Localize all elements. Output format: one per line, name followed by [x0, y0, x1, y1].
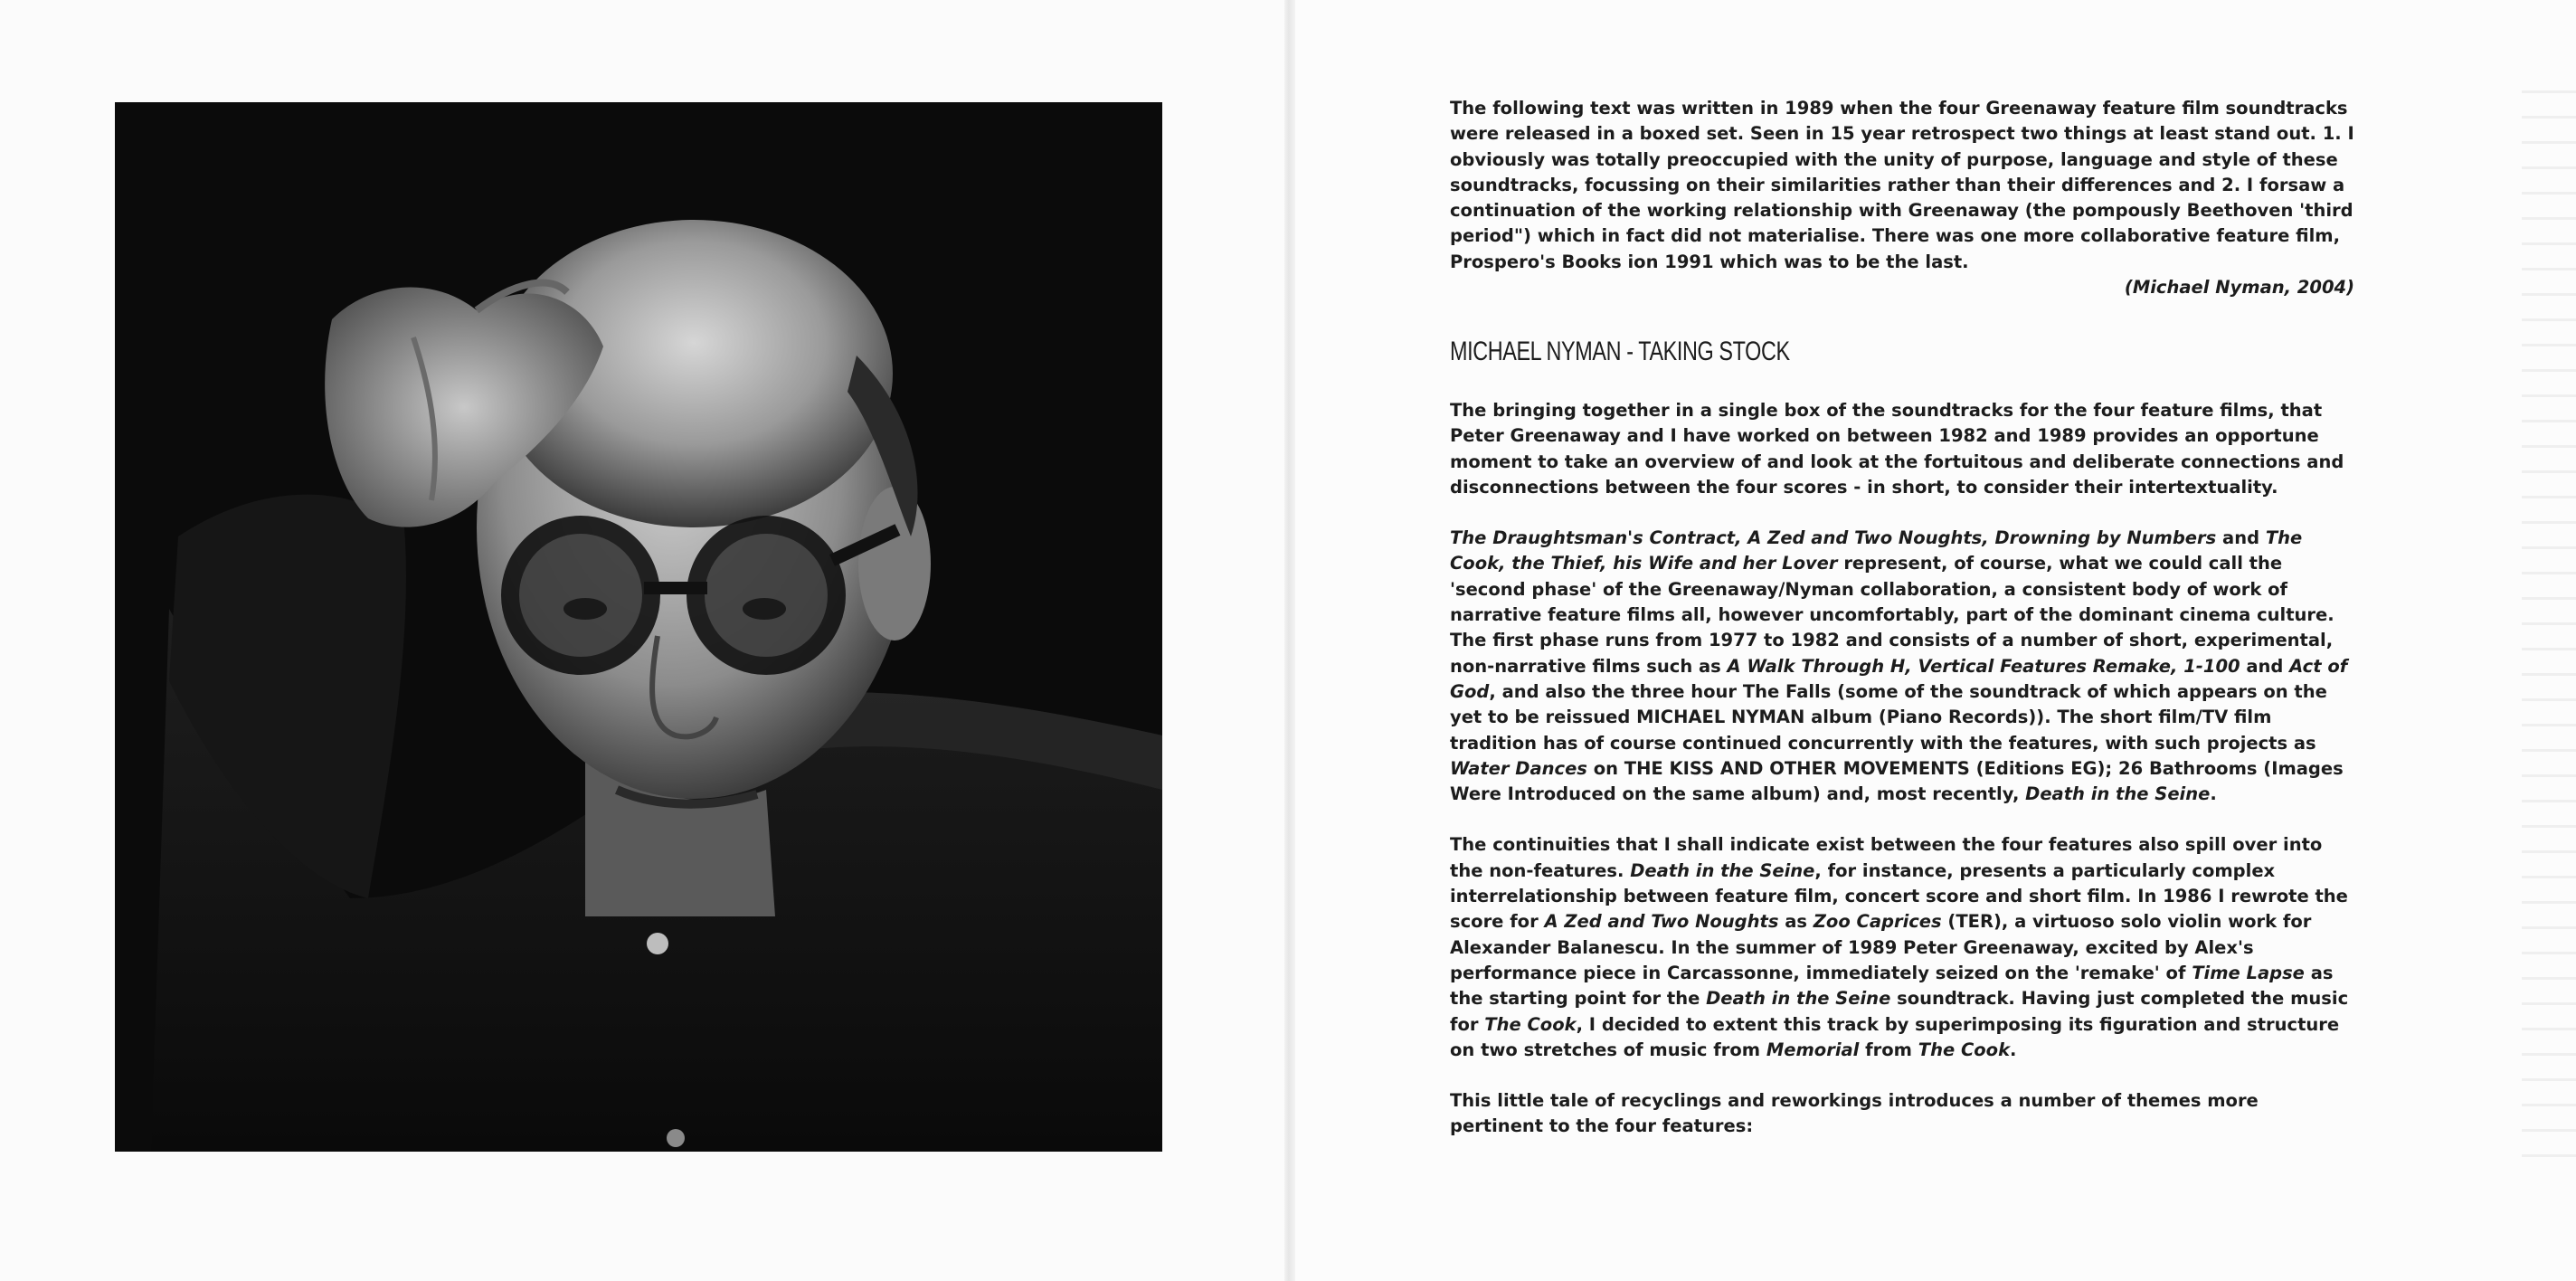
p2-text-2: and: [2216, 527, 2266, 549]
p3-title-6: Zoo Caprices: [1813, 911, 1942, 933]
left-page: [0, 0, 1284, 1281]
portrait-illustration: [115, 102, 1162, 1152]
intro-signature: (Michael Nyman, 2004): [2124, 277, 2354, 299]
p3-text-9: as the starting point for the: [1450, 962, 2334, 1010]
p3-text-17: .: [2010, 1039, 2017, 1060]
p2-title-7: Act of God: [1450, 655, 2348, 702]
p2-text-10: on THE KISS AND OTHER MOVEMENTS (Editions EG); 26 Bathrooms (Images Were Introduced on the same album) and, most recently,: [1450, 757, 2344, 805]
p3-text-5: as: [1778, 911, 1814, 933]
p2-title-9: Water Dances: [1450, 757, 1587, 779]
p2-title-3: The Cook, the Thief, his Wife and her Lover: [1450, 527, 2303, 574]
p3-title-12: The Cook: [1484, 1013, 1577, 1035]
bleed-through-text: [2522, 90, 2576, 1176]
p2-text-4: represent, of course, what we could call the 'second phase' of the Greenaway/Nyman collaboration, a consistent body of work of narrative feature films all, however uncomfortably, part of the dominant cinema culture. The first phase runs from 1977 to 1982 and consists of a number of short, experimental, non-narrative films such as: [1450, 553, 2334, 677]
paragraph-3: [1450, 832, 2354, 1063]
paragraph-1: The bringing together in a single box of the soundtracks for the four feature films, that Peter Greenaway and I have worked on between 1982 and 1989 provides an opportune moment to take an overview of and look at the fortuitous and deliberate connections and disconnections between the four scores - in short, to consider their intertextuality.: [1450, 400, 2344, 498]
article-body: [1450, 398, 2354, 1165]
portrait-photo: [115, 102, 1162, 1152]
p3-title-16: The Cook: [1918, 1039, 2011, 1060]
p2-text-8: , and also the three hour The Falls (some of the soundtrack of which appears on the yet to be reissued MICHAEL NYMAN album (Piano Records)). The short film/TV film tradition has of course continued concurrently with the features, with such projects as: [1450, 680, 2327, 754]
p3-text-7: (TER), a virtuoso solo violin work for Alexander Balanescu. In the summer of 1989 Peter Greenaway, excited by Alex's performance piece in Carcassonne, immediately seized on the 'remake' of: [1450, 911, 2312, 983]
book-gutter: [1284, 0, 1295, 1281]
p2-text-6: and: [2240, 655, 2290, 677]
intro-paragraph: The following text was written in 1989 when the four Greenaway feature film soundtracks were released in a boxed set. Seen in 15 year retrospect two things at least stand out. 1. I obviously was totally preoccupied with the unity of purpose, language and style of these soundtracks, focussing on their similarities rather than their differences and 2. I forsaw a continuation of the working relationship with Greenaway (the pompously Beethoven 'third period") which in fact did not materialise. There was one more collaborative feature film, Prospero's Books ion 1991 which was to be the last.: [1450, 98, 2354, 272]
p3-title-14: Memorial: [1766, 1039, 1860, 1060]
p3-text-15: from: [1859, 1039, 1918, 1060]
p2-titles-1: The Draughtsman's Contract, A Zed and Two Noughts, Drowning by Numbers: [1450, 527, 2217, 549]
p3-text-3: , for instance, presents a particularly complex interrelationship between feature film, concert score and short film. In 1986 I rewrote the score for: [1450, 859, 2348, 933]
p3-text-1: The continuities that I shall indicate exist between the four features also spill over into the non-features.: [1450, 834, 2323, 881]
p3-text-13: , I decided to extent this track by superimposing its figuration and structure on two stretches of music from: [1450, 1013, 2340, 1060]
p2-titles-5: A Walk Through H, Vertical Features Remake, 1-100: [1727, 655, 2240, 677]
p2-title-11: Death in the Seine: [2025, 783, 2211, 805]
p2-text-12: .: [2210, 783, 2217, 805]
section-heading: MICHAEL NYMAN - TAKING STOCK: [1450, 337, 1790, 366]
paragraph-4: This little tale of recyclings and reworkings introduces a number of themes more pertinent to the four features:: [1450, 1090, 2259, 1137]
p3-text-11: soundtrack. Having just completed the music for: [1450, 988, 2349, 1035]
p3-title-4: A Zed and Two Noughts: [1544, 911, 1779, 933]
p3-title-2: Death in the Seine: [1630, 859, 1815, 881]
p3-title-8: Time Lapse: [2192, 962, 2305, 983]
paragraph-2: [1450, 526, 2354, 807]
p3-title-10: Death in the Seine: [1706, 988, 1891, 1010]
intro-note: [1450, 96, 2354, 300]
